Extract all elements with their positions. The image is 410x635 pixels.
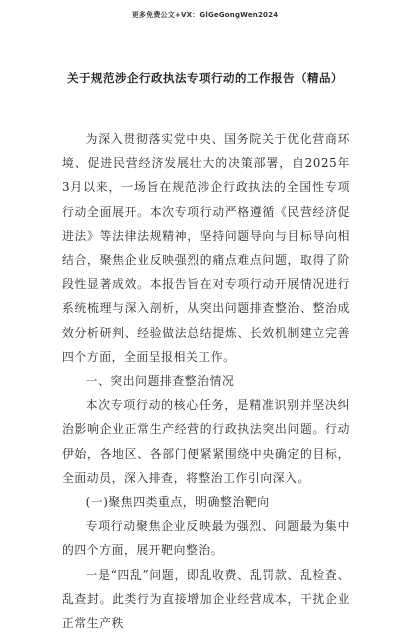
subsection-heading-1: (一)聚焦四类重点，明确整治靶向 — [85, 495, 270, 510]
document-body — [62, 127, 350, 635]
paragraph-point-1: 一是“四乱”问题，即乱收费、乱罚款、乱检查、乱查封。此类行为直接增加企业经营成本，干扰企业正常生产秩 — [62, 567, 350, 631]
paragraph-subsection-1: 专项行动聚焦企业反映最为强烈、问题最为集中的四个方面，展开靶向整治。 — [62, 519, 350, 558]
paragraph-section-1: 本次专项行动的核心任务，是精准识别并坚决纠治影响企业正常生产经营的行政执法突出问题。行动伊始，各地区、各部门便紧紧围绕中央确定的目标，全面动员，深入排查，将整治工作引向深入。 — [62, 398, 350, 485]
paragraph-intro: 为深入贯彻落实党中央、国务院关于优化营商环境、促进民营经济发展壮大的决策部署，自2025年3月以来，一场旨在规范涉企行政执法的全国性专项行动全面展开。本次专项行动严格遵循《民营经济促进法》等法律法规精神，坚持问题导向与目标导向相结合，聚焦企业反映强烈的痛点难点问题，取得了阶段性显著成效。本报告旨在对专项行动开展情况进行系统梳理与深入剖析，从突出问题排查整治、整治成效分析研判、经验做法总结提炼、长效机制建立完善四个方面，全面呈报相关工作。 — [62, 132, 350, 364]
header-note: 更多免费公文+VX：GlGeGongWen2024 — [131, 11, 279, 19]
section-heading-1: 一、突出问题排查整治情况 — [85, 374, 235, 389]
document-title: 关于规范涉企行政执法专项行动的工作报告（精品） — [67, 71, 343, 85]
